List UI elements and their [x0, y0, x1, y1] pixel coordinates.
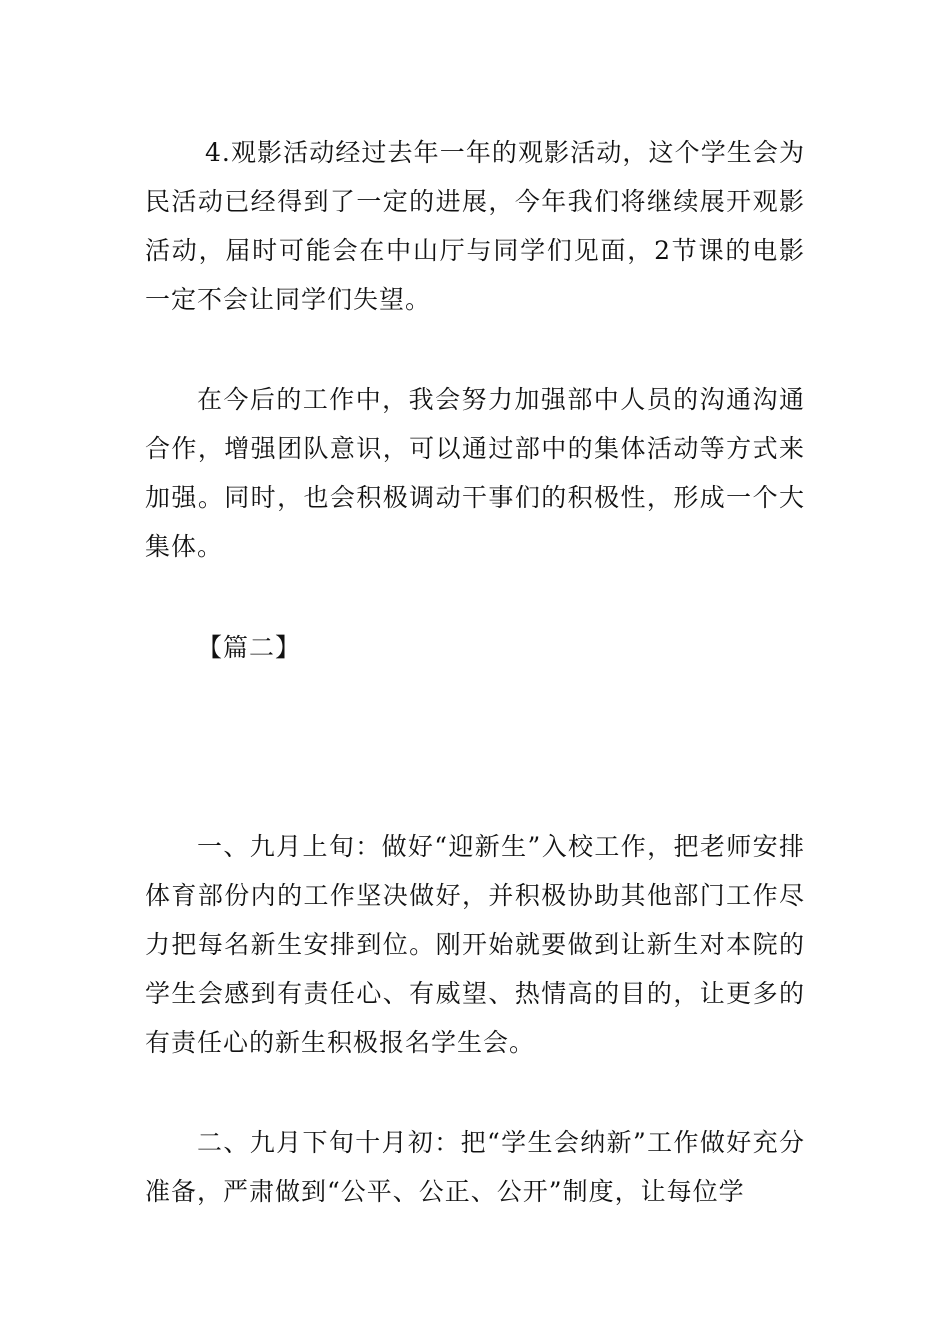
paragraph-september-early: 一、九月上旬：做好“迎新生”入校工作，把老师安排体育部份内的工作坚决做好，并积极协助其他部门工作尽力把每名新生安排到位。刚开始就要做到让新生对本院的学生会感到有责任心、有威望、热情高的目的，让更多的有责任心的新生积极报名学生会。 — [145, 832, 805, 1057]
paragraph-movie-activity: 4.观影活动经过去年一年的观影活动，这个学生会为民活动已经得到了一定的进展，今年我们将继续展开观影活动，届时可能会在中山厅与同学们见面，2节课的电影一定不会让同学们失望。 — [145, 138, 805, 314]
section-heading: 【篇二】 — [197, 633, 302, 662]
paragraph-september-late: 二、九月下旬十月初：把“学生会纳新”工作做好充分准备，严肃做到“公平、公正、公开”制度，让每位学 — [145, 1128, 805, 1206]
paragraph-future-work: 在今后的工作中，我会努力加强部中人员的沟通沟通合作，增强团队意识，可以通过部中的集体活动等方式来加强。同时，也会积极调动干事们的积极性，形成一个大集体。 — [145, 385, 805, 561]
